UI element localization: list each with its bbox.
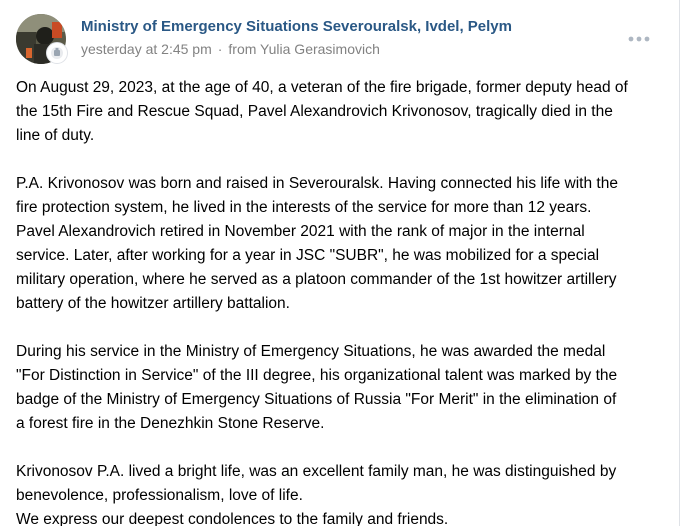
post-meta	[81, 40, 380, 58]
post-paragraph-2	[16, 172, 664, 316]
text-line: fire protection system, he lived in the interests of the service for more than 12 years.	[16, 199, 592, 216]
text-line: "For Distinction in Service" of the III degree, his organizational talent was marked by the	[16, 367, 618, 384]
text-line: Pavel Alexandrovich retired in November 2021 with the rank of major in the internal	[16, 223, 585, 240]
post-paragraph-1	[16, 76, 664, 148]
text-line: a forest fire in the Denezhkin Stone Reserve.	[16, 415, 325, 432]
avatar-wrap[interactable]	[16, 14, 66, 64]
more-options-icon[interactable]	[624, 30, 654, 48]
post-time[interactable]: yesterday at 2:45 pm	[81, 41, 212, 57]
post-body	[16, 76, 664, 526]
text-line: badge of the Ministry of Emergency Situations of Russia "For Merit" in the elimination of	[16, 391, 617, 408]
post-paragraph-4	[16, 460, 664, 526]
text-line: service. Later, after working for a year in JSC "SUBR", he was mobilized for a special	[16, 247, 600, 264]
post-header	[0, 0, 680, 66]
text-line: During his service in the Ministry of Emergency Situations, he was awarded the medal	[16, 343, 606, 360]
post-paragraph-3	[16, 340, 664, 436]
text-line: On August 29, 2023, at the age of 40, a veteran of the fire brigade, former deputy head of	[16, 79, 628, 96]
text-line: Krivonosov P.A. lived a bright life, was an excellent family man, he was distinguished by	[16, 463, 617, 480]
text-line: line of duty.	[16, 127, 95, 144]
text-line: We express our deepest condolences to the family and friends.	[16, 511, 449, 526]
post-from[interactable]: from Yulia Gerasimovich	[228, 41, 380, 57]
text-line: military operation, where he served as a platoon commander of the 1st howitzer artillery	[16, 271, 617, 288]
meta-separator: ·	[217, 41, 223, 57]
text-line: benevolence, professionalism, love of life.	[16, 487, 303, 504]
text-line: the 15th Fire and Rescue Squad, Pavel Alexandrovich Krivonosov, tragically died in the	[16, 103, 613, 120]
post-author-name[interactable]: Ministry of Emergency Situations Severouralsk, Ivdel, Pelym	[81, 18, 512, 35]
text-line: P.A. Krivonosov was born and raised in Severouralsk. Having connected his life with the	[16, 175, 618, 192]
text-line: battery of the howitzer artillery battalion.	[16, 295, 290, 312]
author-badge-icon	[46, 42, 68, 64]
